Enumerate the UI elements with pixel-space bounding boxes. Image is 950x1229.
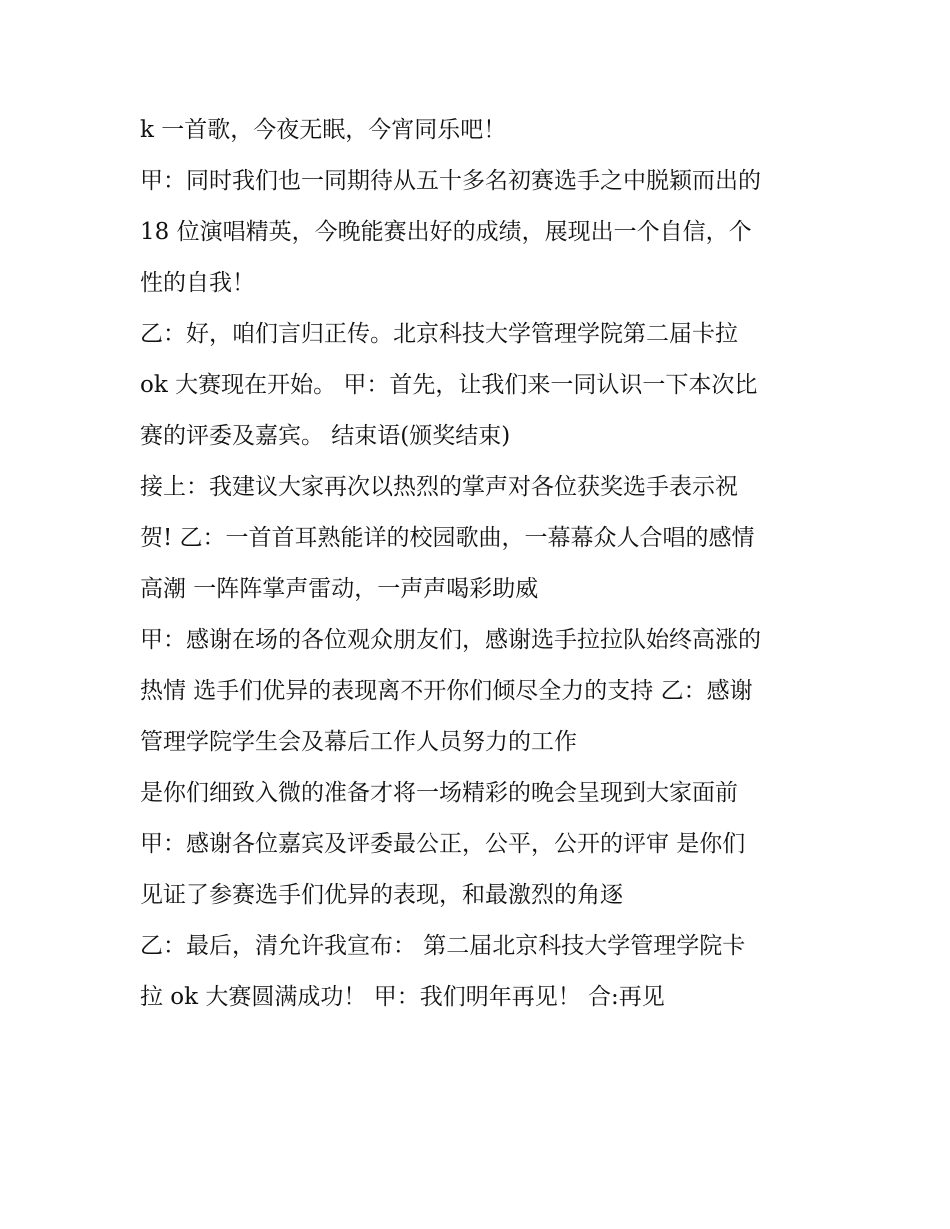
document-body [140,105,830,1023]
text-line: 见证了参赛选手们优异的表现，和最激烈的角逐 [140,882,623,908]
text-line: ok 大赛现在开始。 甲：首先，让我们来一同认识一下本次比 [140,372,758,398]
text-line: 甲：感谢在场的各位观众朋友们，感谢选手拉拉队始终高涨的 [140,627,761,653]
text-line: 乙：最后，清允许我宣布： 第二届北京科技大学管理学院卡 [140,933,746,959]
text-line: 热情 选手们优异的表现离不开你们倾尽全力的支持 乙：感谢 [140,678,753,704]
text-line: 接上：我建议大家再次以热烈的掌声对各位获奖选手表示祝 [140,474,738,500]
text-line: 性的自我！ [140,270,255,296]
text-line: 高潮 一阵阵掌声雷动，一声声喝彩助威 [140,576,539,602]
text-line: 贺! 乙：一首首耳熟能详的校园歌曲，一幕幕众人合唱的感情 [140,525,755,551]
text-line: 管理学院学生会及幕后工作人员努力的工作 [140,729,577,755]
text-line: 乙：好，咱们言归正传。北京科技大学管理学院第二届卡拉 [140,321,738,347]
text-line: 拉 ok 大赛圆满成功！ 甲：我们明年再见！ 合:再见 [140,984,665,1010]
text-line: 赛的评委及嘉宾。 结束语(颁奖结束) [140,423,511,449]
text-line: k 一首歌，今夜无眠，今宵同乐吧！ [140,117,507,143]
text-line: 18 位演唱精英，今晚能赛出好的成绩，展现出一个自信，个 [140,219,752,245]
text-line: 甲：同时我们也一同期待从五十多名初赛选手之中脱颖而出的 [140,168,761,194]
text-line: 甲：感谢各位嘉宾及评委最公正，公平，公开的评审 是你们 [140,831,746,857]
text-line: 是你们细致入微的准备才将一场精彩的晚会呈现到大家面前 [140,780,738,806]
